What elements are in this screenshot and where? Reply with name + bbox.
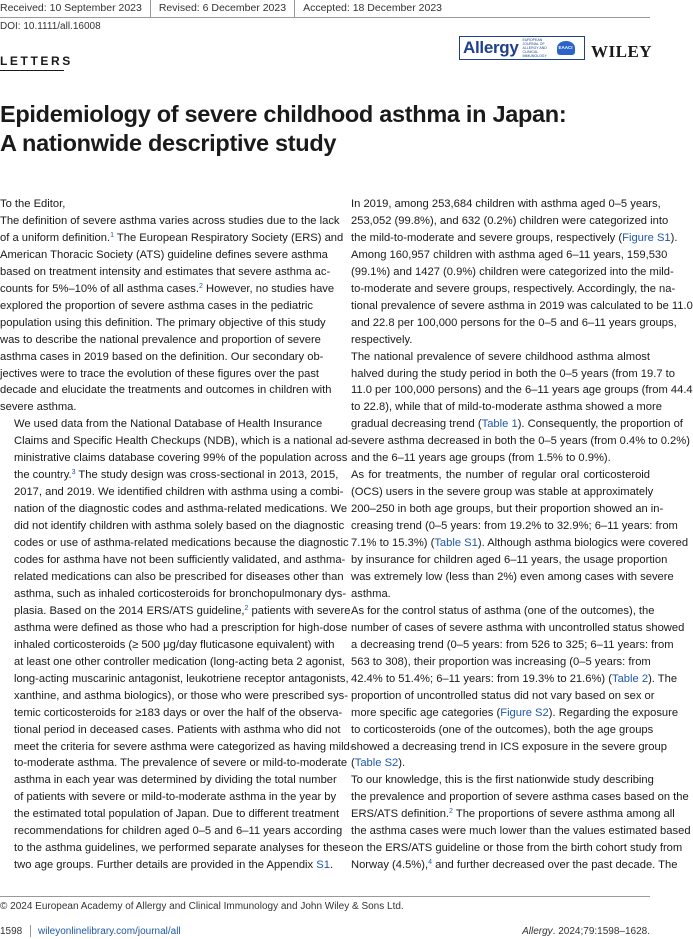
text-line: temic corticosteroids for ≥183 days or over the half of the observa-	[14, 706, 343, 719]
text-line: at least one other controller medication (long-acting beta 2 agonist,	[14, 655, 345, 668]
text-line: the estimated total population of Japan. Due to different treatment	[14, 808, 340, 821]
text-line: population using this definition. The primary objective of this study	[0, 316, 326, 329]
text-line: meet the criteria for severe asthma were categorized as having mild-	[14, 740, 354, 753]
text-line: counts for 5%–10% of all asthma cases.$^2$ However, no studies have	[0, 282, 335, 295]
section-label-underline	[0, 70, 64, 71]
text-line: plasia. Based on the 2014 ERS/ATS guideline,$^2$ patients with severe	[14, 604, 351, 617]
text-line: was extremely low (less than 2%) even among cases with severe	[351, 570, 674, 583]
text-line: 7.1% to 15.3%) (Table S1). Although asthma biologics were covered	[351, 537, 689, 550]
text-line: to the asthma guidelines, we performed separate analyses for these	[14, 842, 351, 855]
text-line: (Table S2).	[351, 757, 406, 770]
journal-url-link[interactable]: wileyonlinelibrary.com/journal/all	[38, 926, 181, 937]
text-line: number of cases of severe asthma with uncontrolled status showed	[351, 621, 685, 634]
journal-logo[interactable]	[459, 36, 585, 60]
text-line: creasing trend (0–5 years: from 19.2% to 32.9%; 6–11 years: from	[351, 520, 678, 533]
citation-details: . 2024;79:1598–1628.	[552, 926, 650, 937]
text-line: (99.1%) and 1427 (0.9%) children were categorized into the mild-	[351, 265, 674, 278]
text-line: asthma, such as inhaled corticosteroids for bronchopulmonary dys-	[14, 587, 347, 600]
body-column-right	[337, 196, 693, 874]
cross-ref-link[interactable]: Figure S2	[500, 706, 549, 719]
text-line: of patients with severe or mild-to-moderate asthma in the year by	[14, 791, 337, 804]
text-line: 11.0 per 100,000 persons) and the 6–11 years age groups (from 44.4	[351, 384, 693, 397]
text-line: (OCS) users in the severe group was stable at approximately	[351, 486, 654, 499]
text-line: severe asthma decreased in both the 0–5 years (from 0.4% to 0.2%)	[351, 435, 690, 448]
text-line: severe asthma.	[0, 401, 77, 414]
text-line: showed a decreasing trend in ICS exposure in the severe group	[351, 740, 667, 753]
text-line: explored the proportion of severe asthma cases in the pediatric	[0, 299, 313, 312]
paragraph	[337, 603, 685, 773]
text-line: on the ERS/ATS guideline or those from the birth cohort study from	[351, 842, 683, 855]
text-line: ministrative claims database covering 99% of the population across	[14, 452, 348, 465]
text-line: the mild-to-moderate and severe groups, respectively (Figure S1).	[351, 231, 678, 244]
text-line: based on treatment intensity and estimates that severe asthma ac-	[0, 265, 331, 278]
text-line: and the 6–11 years age groups (from 1.5% to 0.9%).	[351, 452, 611, 465]
text-line: two age groups. Further details are provided in the Appendix S1.	[14, 859, 334, 872]
text-line: inhaled corticosteroids (≥ 500 μg/day fluticasone equivalent) with	[14, 638, 335, 651]
page-number: 1598	[0, 926, 23, 937]
text-line: halved during the study period in both the 0–5 years (from 19.7 to	[351, 367, 676, 380]
paragraph	[337, 772, 691, 874]
cross-ref-link[interactable]: Figure S1	[622, 231, 671, 244]
text-line: asthma.	[351, 587, 391, 600]
text-line: by insurance for children aged 6–11 years, the usage proportion	[351, 554, 668, 567]
text-line: tional period in deceased cases. Patients with asthma who did not	[14, 723, 341, 736]
cross-ref-link[interactable]: S1	[316, 859, 330, 872]
citation-ref[interactable]: 2	[244, 604, 249, 612]
text-line: gradual decreasing trend (Table 1). Consequently, the proportion of	[351, 418, 683, 431]
citation-ref[interactable]: 2	[449, 808, 453, 816]
journal-logo-text: Allergy	[463, 38, 519, 57]
text-line: did not identify children with asthma solely based on the diagnostic	[14, 520, 345, 533]
text-line: 42.4% to 51.4%; 6–11 years: from 19.3% to 21.6%) (Table 2). The	[351, 672, 678, 685]
text-line: asthma were defined as those who had a prescription for high-dose	[14, 621, 348, 634]
publisher-logo[interactable]: WILEY	[591, 42, 653, 61]
paragraph	[337, 349, 693, 468]
article-title-line: A nationwide descriptive study	[0, 130, 337, 156]
text-line: We used data from the National Database of Health Insurance	[14, 418, 323, 431]
journal-logo-tagline: EUROPEAN JOURNAL OF ALLERGY AND CLINICAL IMMUNOLOGY	[522, 38, 547, 58]
text-line: To our knowledge, this is the first nationwide study describing	[351, 774, 654, 787]
cross-ref-link[interactable]: Table 1	[481, 418, 518, 431]
citation-ref[interactable]: 4	[428, 859, 432, 867]
text-line: related medications can also be prescribed for diseases other than	[14, 570, 344, 583]
article-title	[0, 100, 600, 158]
paragraph	[0, 416, 354, 874]
footer-divider	[0, 896, 650, 897]
text-line: 2017, and 2019. We identified children with asthma using a combi-	[14, 486, 344, 499]
text-line: As for the control status of asthma (one of the outcomes), the	[351, 604, 655, 617]
paragraph	[0, 213, 344, 416]
text-line: the prevalence and proportion of severe asthma cases based on the	[351, 791, 689, 804]
section-label: LETTERS	[0, 54, 73, 68]
text-line: American Thoracic Society (ATS) guideline defines severe asthma	[0, 248, 328, 261]
text-line: respectively.	[351, 333, 413, 346]
eaaci-logo-icon: EAACI	[557, 41, 575, 55]
cross-ref-link[interactable]: Table S1	[434, 537, 478, 550]
body-column-left	[0, 196, 354, 874]
article-dates	[0, 0, 450, 17]
text-line: codes or use of asthma-related medications because the diagnostic	[14, 537, 349, 550]
text-line: 563 to 308), their proportion was increasing (0–5 years: from	[351, 655, 651, 668]
doi[interactable]: DOI: 10.1111/all.16008	[0, 21, 101, 32]
accepted-date: Accepted: 18 December 2023	[294, 0, 450, 17]
text-line: tional prevalence of severe asthma in 2019 was calculated to be 11.0	[351, 299, 693, 312]
text-line: The definition of severe asthma varies across studies due to the lack	[0, 214, 340, 227]
text-line: asthma in each year was determined by dividing the total number	[14, 774, 337, 787]
received-date: Received: 10 September 2023	[0, 2, 142, 14]
paragraph	[337, 196, 693, 349]
text-line: Norway (4.5%),$^4$ and further decreased over the past decade. The	[351, 859, 678, 872]
text-line: 200–250 in both age groups, but their proportion showed an in-	[351, 503, 664, 516]
text-line: ERS/ATS definition.$^2$ The proportions of severe asthma among all	[351, 808, 675, 821]
footer-separator	[30, 925, 31, 937]
text-line: long-acting muscarinic antagonist, leukotriene receptor antagonists,	[14, 672, 349, 685]
text-line: and 22.8 per 100,000 persons for the 0–5 and 6–11 years groups,	[351, 316, 677, 329]
text-line: to corticosteroids (one of the outcomes), both the age groups	[351, 723, 654, 736]
text-line: The national prevalence of severe childhood asthma almost	[351, 350, 650, 363]
text-line: the country.$^3$ The study design was cross-sectional in 2013, 2015,	[14, 469, 339, 482]
citation-journal: Allergy	[522, 926, 553, 937]
text-line: nation of the diagnostic codes and asthma-related medications. We	[14, 503, 348, 516]
text-line: Claims and Specific Health Checkups (NDB), which is a national ad-	[14, 435, 352, 448]
text-line: 253,052 (99.8%), and 632 (0.2%) children were categorized into	[351, 214, 669, 227]
text-line: more specific age categories (Figure S2). Regarding the exposure	[351, 706, 679, 719]
text-line: codes for asthma have not been sufficiently validated, and asthma-	[14, 554, 346, 567]
text-line: to-moderate and severe groups, respectively. Accordingly, the na-	[351, 282, 676, 295]
citation-ref[interactable]: 1	[110, 231, 114, 239]
text-line: of a uniform definition.$^1$ The European Respiratory Society (ERS) and	[0, 231, 344, 244]
revised-date: Revised: 6 December 2023	[150, 0, 294, 17]
header-divider	[0, 17, 650, 18]
copyright: © 2024 European Academy of Allergy and Clinical Immunology and John Wiley & Sons Ltd.	[0, 901, 404, 912]
cross-ref-link[interactable]: Table S2	[354, 757, 399, 770]
paragraph	[337, 467, 689, 603]
text-line: To the Editor,	[0, 198, 66, 210]
text-line: to 22.8), while that of mild-to-moderate asthma showed a more	[351, 401, 662, 414]
text-line: the asthma cases were much lower than the values estimated based	[351, 825, 691, 838]
article-title-line: Epidemiology of severe childhood asthma in Japan:	[0, 101, 567, 127]
text-line: decade and elucidate the treatments and outcomes in children with	[0, 384, 332, 397]
text-line: xanthine, and asthma biologics), or those who were prescribed sys-	[14, 689, 348, 702]
text-line: In 2019, among 253,684 children with asthma aged 0–5 years,	[351, 198, 661, 210]
text-line: As for treatments, the number of regular oral corticosteroid	[351, 469, 650, 482]
text-line: recommendations for children aged 0–5 and 6–11 years according	[14, 825, 343, 838]
page-footer	[0, 925, 650, 939]
text-line: asthma cases in 2019 based on the definition. Our secondary ob-	[0, 350, 324, 363]
citation-ref[interactable]: 2	[199, 282, 203, 290]
text-line: proportion of uncontrolled status did not vary based on sex or	[351, 689, 655, 702]
cross-ref-link[interactable]: Table 2	[611, 672, 649, 685]
text-line: was to describe the national prevalence and proportion of severe	[0, 333, 321, 346]
text-line: a decreasing trend (0–5 years: from 526 to 325; 6–11 years: from	[351, 638, 674, 651]
text-line: Among 160,957 children with asthma aged 6–11 years, 159,530	[351, 248, 668, 261]
text-line: to-moderate asthma. The prevalence of severe or mild-to-moderate	[14, 757, 348, 770]
salutation	[0, 196, 313, 213]
citation-ref[interactable]: 3	[71, 469, 76, 477]
citation	[522, 926, 650, 937]
text-line: jectives were to trace the evolution of these figures over the past	[0, 367, 320, 380]
